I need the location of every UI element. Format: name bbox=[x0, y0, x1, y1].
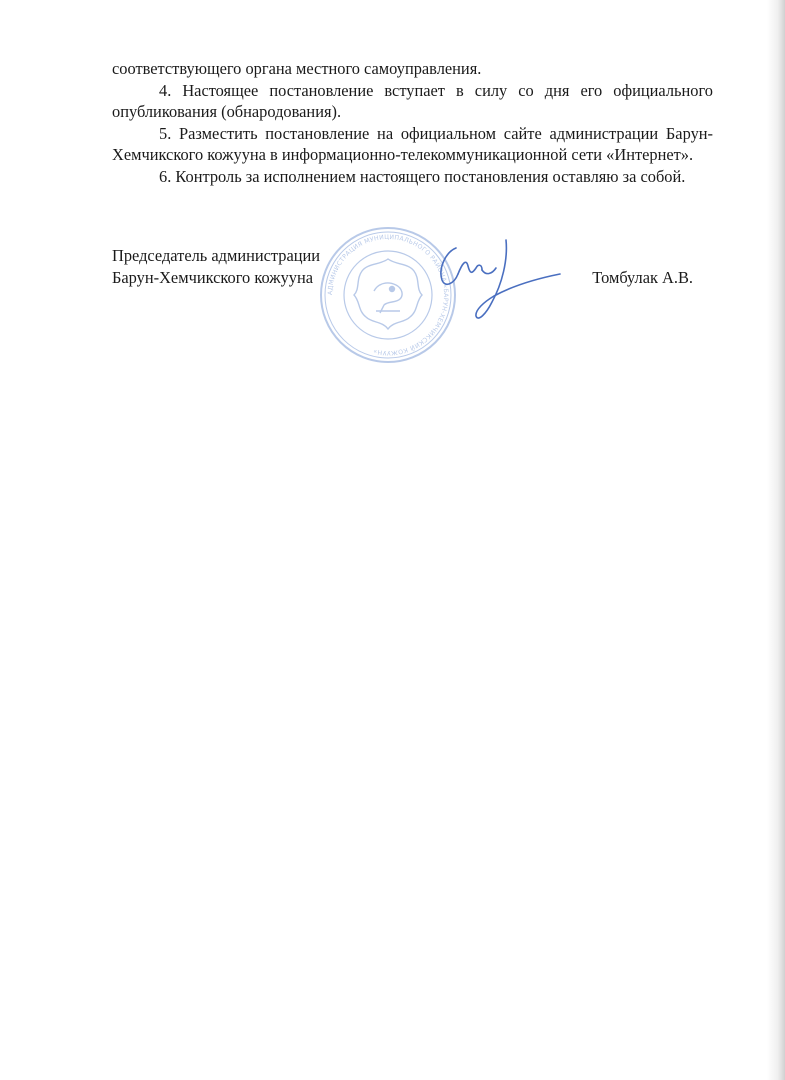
signatory-name: Томбулак А.В. bbox=[592, 267, 693, 287]
paragraph-5: 5. Разместить постановление на официальном сайте администрации Барун-Хемчикского кожууна в информационно-телекоммуникационной сети «Интернет». bbox=[112, 123, 713, 165]
handwritten-signature bbox=[420, 230, 570, 330]
page-edge-shadow bbox=[767, 0, 785, 1080]
paragraph-6: 6. Контроль за исполнением настоящего постановления оставляю за собой. bbox=[159, 166, 686, 186]
paragraph-continuation: соответствующего органа местного самоуправления. bbox=[112, 59, 482, 78]
paragraph-4: 4. Настоящее постановление вступает в силу со дня его официального опубликования (обнародования). bbox=[112, 80, 713, 122]
emblem-icon bbox=[354, 259, 422, 329]
signatory-title-line2: Барун-Хемчикского кожууна bbox=[112, 267, 314, 287]
signatory-title-line1: Председатель администрации bbox=[112, 246, 321, 265]
stamp-ring-text: АДМИНИСТРАЦИЯ МУНИЦИПАЛЬНОГО РАЙОНА «БАРУН-ХЕМЧИКСКИЙ КОЖУУН» bbox=[326, 233, 450, 357]
document-body bbox=[112, 58, 713, 188]
